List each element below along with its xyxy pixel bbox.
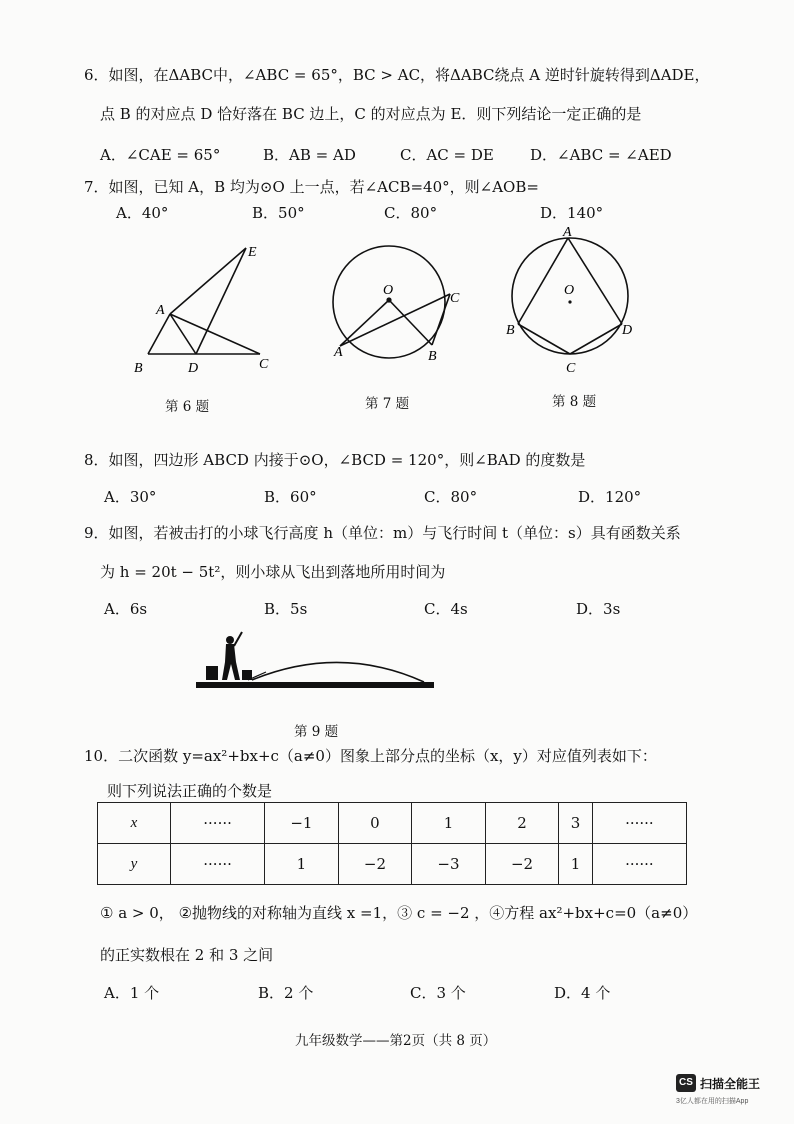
- q7-option-d: D．140°: [540, 204, 604, 222]
- figure-6: [128, 236, 288, 386]
- table-cell: −2: [485, 844, 559, 885]
- q10-stem: 10．二次函数 y=ax²+bx+c（a≠0）图象上部分点的坐标（x，y）对应值列表如下：: [84, 747, 657, 765]
- fig8-label-c: C: [566, 361, 576, 376]
- q8-option-c: C．80°: [424, 488, 478, 506]
- fig9-caption: 第 9 题: [294, 724, 339, 740]
- table-cell: −1: [265, 803, 339, 844]
- table-cell: 3: [559, 803, 593, 844]
- fig7-caption: 第 7 题: [365, 396, 410, 412]
- fig7-label-b: B: [428, 349, 437, 364]
- q9-option-a: A．6s: [104, 600, 148, 618]
- fig8-label-d: D: [622, 323, 633, 338]
- table-cell: x: [98, 803, 171, 844]
- table-cell: ······: [592, 844, 686, 885]
- q9-stem-line2: 为 h = 20t − 5t²，则小球从飞出到落地所用时间为: [100, 563, 446, 581]
- figure-7: [320, 232, 480, 382]
- table-cell: −3: [412, 844, 486, 885]
- fig8-caption: 第 8 题: [552, 394, 597, 410]
- q10-option-d: D．4 个: [554, 984, 611, 1002]
- q6-stem-line1: 6．如图，在ΔABC中，∠ABC = 65°，BC > AC，将ΔABC绕点 A 逆时针旋转得到ΔADE，: [84, 66, 710, 84]
- fig7-label-a: A: [334, 345, 343, 360]
- q10-option-c: C．3 个: [410, 984, 466, 1002]
- watermark-tagline: 3亿人都在用的扫描App: [676, 1098, 749, 1105]
- q10-option-b: B．2 个: [258, 984, 314, 1002]
- table-row-y: [98, 844, 687, 885]
- table-cell: −2: [338, 844, 412, 885]
- q6-option-d: D．∠ABC = ∠AED: [530, 146, 672, 164]
- table-cell: ······: [592, 803, 686, 844]
- fig6-label-c: C: [259, 357, 269, 372]
- q6-option-c: C．AC = DE: [400, 146, 494, 164]
- fig8-label-b: B: [506, 323, 515, 338]
- fig8-label-a: A: [563, 225, 572, 240]
- q6-option-a: A．∠CAE = 65°: [100, 146, 221, 164]
- q7-option-b: B．50°: [252, 204, 305, 222]
- q9-option-d: D．3s: [576, 600, 621, 618]
- figure-9: [190, 626, 440, 696]
- q10-option-a: A．1 个: [104, 984, 160, 1002]
- q7-option-a: A．40°: [116, 204, 169, 222]
- q6-option-b: B．AB = AD: [263, 146, 356, 164]
- figure-8: [498, 220, 648, 380]
- q8-option-a: A．30°: [104, 488, 157, 506]
- table-cell: ······: [171, 844, 265, 885]
- page-footer: 九年级数学——第2页（共 8 页）: [295, 1033, 497, 1049]
- q8-option-b: B．60°: [264, 488, 317, 506]
- table-cell: ······: [171, 803, 265, 844]
- q8-option-d: D．120°: [578, 488, 642, 506]
- fig6-caption: 第 6 题: [165, 399, 210, 415]
- table-cell: 0: [338, 803, 412, 844]
- q10-statements-cont: 的正实数根在 2 和 3 之间: [100, 946, 274, 964]
- table-cell: y: [98, 844, 171, 885]
- table-cell: 1: [559, 844, 593, 885]
- q10-sub: 则下列说法正确的个数是: [107, 782, 273, 800]
- value-table: [97, 802, 687, 885]
- q7-stem: 7．如图，已知 A，B 均为⊙O 上一点，若∠ACB=40°，则∠AOB=: [84, 178, 539, 196]
- q9-stem-line1: 9．如图，若被击打的小球飞行高度 h（单位：m）与飞行时间 t（单位：s）具有函数关系: [84, 524, 681, 542]
- table-cell: 1: [265, 844, 339, 885]
- watermark-brand: 扫描全能王: [700, 1077, 761, 1091]
- q7-option-c: C．80°: [384, 204, 438, 222]
- table-cell: 1: [412, 803, 486, 844]
- fig6-label-d: D: [188, 361, 199, 376]
- fig6-label-e: E: [248, 245, 257, 260]
- fig7-label-o: O: [383, 283, 394, 298]
- q6-stem-line2: 点 B 的对应点 D 恰好落在 BC 边上，C 的对应点为 E．则下列结论一定正确的是: [100, 105, 642, 123]
- table-row-x: [98, 803, 687, 844]
- q10-statements: ① a > 0， ②抛物线的对称轴为直线 x =1，③ c = −2 ，④方程 ax²+bx+c=0（a≠0）: [100, 904, 698, 922]
- golfer-icon: [206, 632, 252, 680]
- q9-option-c: C．4s: [424, 600, 468, 618]
- fig6-label-b: B: [134, 361, 143, 376]
- fig8-label-o: O: [564, 283, 575, 298]
- fig7-label-c: C: [450, 291, 460, 306]
- fig6-label-a: A: [156, 303, 165, 318]
- q9-option-b: B．5s: [264, 600, 308, 618]
- camscanner-logo-icon: CS: [676, 1074, 696, 1092]
- table-cell: 2: [485, 803, 559, 844]
- q8-stem: 8．如图，四边形 ABCD 内接于⊙O，∠BCD = 120°，则∠BAD 的度数是: [84, 451, 586, 469]
